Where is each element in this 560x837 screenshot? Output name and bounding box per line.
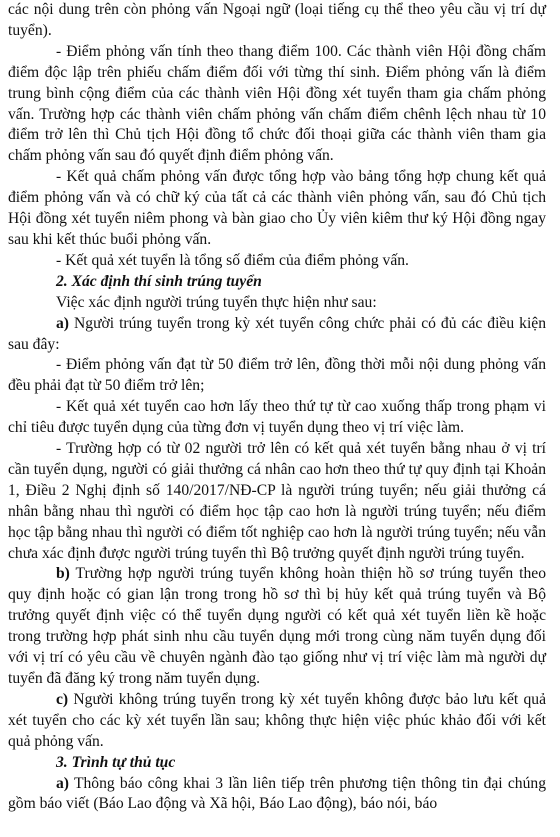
paragraph-interview-results: - Kết quả chấm phỏng vấn được tổng hợp vào bảng tổng hợp chung kết quả điểm phỏng vấn và có chữ ký của tất cả các thành viên phỏng vấn, sau đó Chủ tịch Hội đồng xét tuyển niêm phong và bàn giao cho Ủy viên kiêm thư ký Hội đồng ngay sau khi kết thúc buổi phỏng vấn. bbox=[8, 168, 546, 248]
item-label: a) bbox=[56, 314, 69, 332]
item-text: Thông báo công khai 3 lần liên tiếp trên phương tiện thông tin đại chúng gồm báo viết (Báo Lao động và Xã hội, Báo Lao động), báo nói, báo bbox=[8, 774, 546, 813]
paragraph-total-score: - Kết quả xét tuyển là tổng số điểm của điểm phỏng vấn. bbox=[56, 251, 409, 269]
item-text: Trường hợp người trúng tuyển không hoàn thiện hồ sơ trúng tuyển theo quy định hoặc có gian lận trong trong hồ sơ thì bị hủy kết quả trúng tuyển và Bộ trưởng quyết định việc có thể tuyển dụng người có kết quả xét tuyển liền kề hoặc trong trường hợp phát sinh nhu cầu tuyển dụng mới trong cùng năm tuyển dụng đối với vị trí có yêu cầu về chuyên ngành đào tạo giống như vị trí việc làm mà người dự tuyển đã đăng ký trong năm tuyển dụng. bbox=[8, 565, 546, 687]
paragraph-item-a bbox=[8, 314, 546, 356]
paragraph-tie-break: - Trường hợp có từ 02 người trở lên có kết quả xét tuyển bằng nhau ở vị trí cần tuyển dụng, người có giải thưởng cá nhân cao hơn theo thứ tự quy định tại Khoản 1, Điều 2 Nghị định số 140/2017/NĐ-CP là người trúng tuyển; nếu giải thưởng cá nhân bằng nhau thì người có điểm học tập cao hơn là người trúng tuyển; nếu điểm học tập bằng nhau thì người có điểm tốt nghiệp cao hơn là người trúng tuyển; nếu vẫn chưa xác định được người trúng tuyển thì Bộ trưởng quyết định người trúng tuyển. bbox=[8, 440, 546, 562]
paragraph-continuation: các nội dung trên còn phỏng vấn Ngoại ngữ (loại tiếng cụ thể theo yêu cầu vị trí dự tuyển). bbox=[8, 1, 546, 39]
paragraph-determination-intro: Việc xác định người trúng tuyển thực hiện như sau: bbox=[56, 293, 377, 311]
item-text: Người trúng tuyển trong kỳ xét tuyển công chức phải có đủ các điều kiện sau đây: bbox=[8, 314, 546, 353]
paragraph-ranking: - Kết quả xét tuyển cao hơn lấy theo thứ tự từ cao xuống thấp trong phạm vi chỉ tiêu được tuyển dụng của từng đơn vị tuyển dụng theo vị trí việc làm. bbox=[8, 398, 546, 437]
paragraph-min-score: - Điểm phỏng vấn đạt từ 50 điểm trở lên, đồng thời mỗi nội dung phỏng vấn đều phải đạt từ 50 điểm trở lên; bbox=[8, 356, 546, 395]
paragraph-item-b bbox=[8, 564, 546, 689]
item-text: Người không trúng tuyển trong kỳ xét tuyển không được bảo lưu kết quả xét tuyển cho các kỳ xét tuyển lần sau; không thực hiện việc phúc khảo đối với kết quả phỏng vấn. bbox=[8, 690, 546, 750]
item-label: b) bbox=[56, 565, 70, 583]
paragraph-interview-scoring: - Điểm phỏng vấn tính theo thang điểm 100. Các thành viên Hội đồng chấm điểm độc lập trên phiếu chấm điểm đối với từng thí sinh. Điểm phỏng vấn là điểm trung bình cộng điểm của các thành viên Hội đồng xét tuyển tham gia chấm phỏng vấn. Trường hợp các thành viên chấm phỏng vấn chấm điểm chênh lệch nhau từ 10 điểm trở lên thì Chủ tịch Hội đồng tổ chức đối thoại giữa các thành viên tham gia chấm phỏng vấn sau đó quyết định điểm phỏng vấn. bbox=[8, 42, 546, 165]
section-heading-3: 3. Trình tự thủ tục bbox=[56, 753, 176, 771]
paragraph-item-c bbox=[8, 690, 546, 753]
section-heading-2: 2. Xác định thí sinh trúng tuyển bbox=[56, 272, 262, 290]
item-label: a) bbox=[56, 774, 69, 792]
paragraph-procedure-a bbox=[8, 774, 546, 816]
item-label: c) bbox=[56, 690, 69, 708]
